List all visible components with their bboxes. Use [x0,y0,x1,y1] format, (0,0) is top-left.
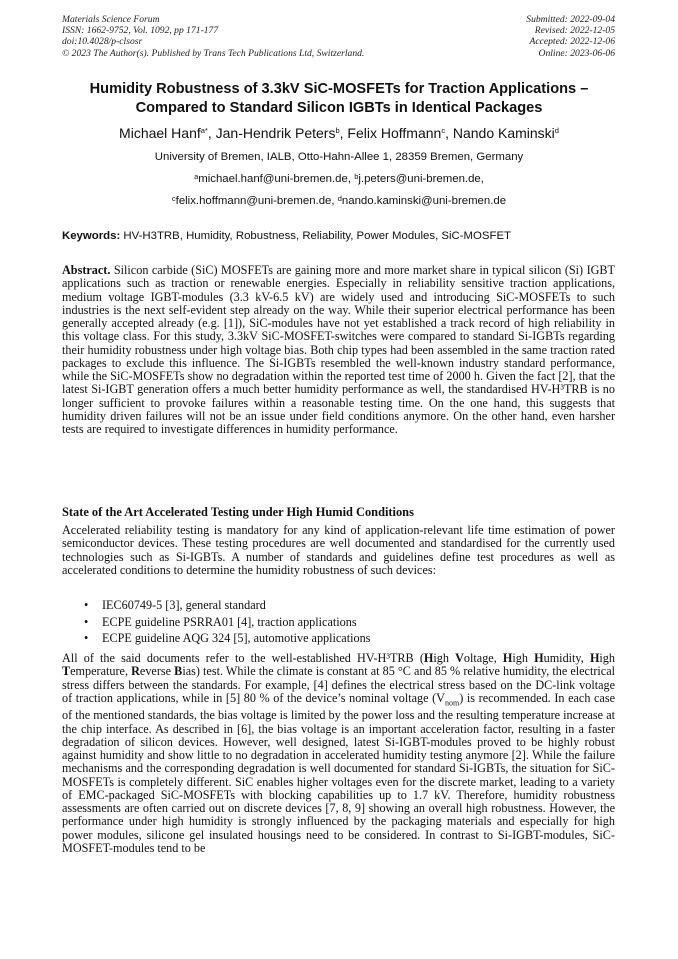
acronym-letter: H [502,651,513,665]
copyright-line: © 2023 The Author(s). Published by Trans Tech Publications Ltd, Switzerland. [62,47,365,59]
para-part-2: ) is recommended. In each case of the mentioned standards, the bias voltage is limited by the power loss and the resulting temperature increase at the chip interface. As described in [6], the bias voltage is an important acceleration factor, resulting in a faster degradation of silicon devices. However, well designed, latest Si-IGBT-modules proved to be highly robust against humidity and show little to no degradation in accelerated humidity testing anymore [2]. While the failure mechanisms and the corresponding degradation is well documented for standard Si-IGBTs, the situation for SiC-MOSFETs is completely different. SiC enables higher voltages even for the discrete market, leading to a variety of EMC-packaged SiC-MOSFETs with blocking capabilities up to 1.7 kV. Therefore, humidity robustness assessments are often carried out on discrete devices [7, 8, 9] showing an overall high robustness. However, the performance under high humidity is strongly influenced by the packaging materials and especially for high power modules, silicone gel insulated housings need to be considered. In contrast to Si-IGBT-modules, SiC-MOSFET-modules tend to be [62,690,615,855]
acronym-letter: H [589,651,600,665]
acronym-rest: umidity, [543,651,590,665]
journal-header [62,14,364,59]
bullet-icon: • [84,598,89,612]
acronym-rest: oltage, [463,651,503,665]
keywords [62,229,618,243]
list-item [82,630,370,647]
acronym-rest: ias [182,664,196,679]
issn-line: ISSN: 1662-9752, Vol. 1092, pp 171-177 [62,25,219,37]
author-name: Nando Kaminski [452,125,555,141]
email-sup: d [337,194,342,203]
abstract [62,264,615,436]
bullet-icon: • [84,614,89,629]
section-heading: State of the Art Accelerated Testing under High Humid Conditions [62,505,414,519]
subscript-nom: nom [445,698,460,708]
para-lead: All of the said documents refer to the well-established HV-H³TRB ( [62,651,424,665]
keywords-label: Keywords: [62,230,121,242]
submitted-date: Submitted: 2022-09-04 [526,14,615,25]
acronym-rest: igh [512,651,535,665]
email-line-1: $^a$michael.hanf@uni-bremen.de, $^b$j.peters@uni-bremen.de, [194,172,484,185]
author-sup: b [335,126,340,135]
email-sup: b [354,172,359,181]
body-paragraph: Accelerated reliability testing is mandatory for any kind of application-relevant life time estimation of power semiconductor devices. These testing procedures are well documented and standardised for the currently used technologies such as Si-IGBTs. A number of standards and guidelines define test procedures as well as accelerated conditions to determine the humidity robustness of such devices: [62,523,615,577]
list-item [82,597,370,614]
acronym-rest: igh [433,651,456,665]
dates-header [526,14,615,59]
list-item-text: ECPE guideline AQG 324 [5], automotive applications [102,631,371,646]
author-sup: c [441,126,446,135]
abstract-text: Silicon carbide (SiC) MOSFETs are gaining more and more market share in typical silicon (Si) IGBT applications such as traction or renewable energies. Especially in reliability sensitive traction applications, medium voltage IGBT-modules (3.3 kV-6.5 kV) are widely used and introducing SiC-MOSFETs to such industries is the next self-evident step already on the way. While their superior electrical performance has been generally accepted already (e.g. [1]), SiC-modules have not yet established a track record of high reliability in this voltage class. For this study, 3.3kV SiC-MOSFET-switches were compared to standard Si-IGBTs regarding their humidity robustness under high voltage bias. Both chip types had been assembled in the same traction rated packages to exclude this influence. The Si-IGBTs resembled the well-known industry standard performance, while the SiC-MOSFETs show no degradation within the reported test time of 2000 h. Given the fact [2], that the latest Si-IGBT generation offers a much better humidity performance as well, the standardised HV-H³TRB is no longer sufficient to provoke failures within a reasonable testing time. On the one hand, this suggests that humidity driven failures will not be an issue under field conditions anymore. On the other hand, even harsher tests are required to investigate differences in humidity performance. [62,263,616,436]
list-item-text: IEC60749-5 [3], general standard [102,598,266,612]
acronym-letter: H [423,651,434,665]
keywords-text: HV-H3TRB, Humidity, Robustness, Reliability, Power Modules, SiC-MOSFET [123,230,512,242]
email-link[interactable]: felix.hoffmann@uni-bremen.de [175,195,332,207]
journal-name: Materials Science Forum [62,14,160,25]
author-name: Michael Hanf [119,125,201,141]
acronym-letter: V [455,651,464,665]
acronym-letter: B [174,664,183,679]
doi-line[interactable]: doi:10.4028/p-clsosr [62,36,143,48]
acronym-rest: igh [599,651,615,665]
acronym-letter: T [62,664,71,679]
author-name: Felix Hoffmann [347,125,442,141]
standards-list [82,597,370,647]
acronym-letter: H [534,651,544,665]
abstract-label: Abstract. [62,263,111,277]
revised-date: Revised: 2022-12-05 [534,25,615,37]
author-sup: d [554,126,559,135]
author-sup: a* [200,126,208,135]
author-list: Michael Hanf$^{a*}$, Jan-Hendrik Peters$^b$, Felix Hoffmann$^c$, Nando Kaminski$^d$ [119,125,559,141]
list-item [82,614,370,631]
affiliation: University of Bremen, IALB, Otto-Hahn-Allee 1, 28359 Bremen, Germany [154,151,524,163]
list-item-text: ECPE guideline PSRRA01 [4], traction applications [102,614,357,629]
title-line-1: Humidity Robustness of 3.3kV SiC-MOSFETs for Traction Applications – [89,81,589,97]
title-line-2: Compared to Standard Silicon IGBTs in Identical Packages [135,100,543,116]
email-link[interactable]: nando.kaminski@uni-bremen.de [341,195,507,207]
email-link[interactable]: michael.hanf@uni-bremen.de [198,173,348,185]
bullet-icon: • [84,631,89,646]
online-date: Online: 2023-06-06 [538,47,615,59]
para-part-1: ) test. While the climate is constant at 85 °C and 85 % relative humidity, the electrical stress differs between the standards. For example, [4] defines the electrical stress based on the DC-link voltage of traction applications, while in [5] 80 % of the device’s nominal voltage (V [62,664,616,705]
acronym-letter: R [131,664,140,679]
acronym-rest: everse [139,664,175,679]
email-sup: a [194,172,199,181]
email-sup: c [171,194,176,203]
body-paragraph [62,652,615,855]
paper-title [40,80,638,118]
author-name: Jan-Hendrik Peters [215,125,336,141]
accepted-date: Accepted: 2022-12-06 [529,36,615,48]
acronym-rest: emperature, [70,664,132,679]
email-link[interactable]: j.peters@uni-bremen.de [358,173,481,185]
email-line-2: $^c$felix.hoffmann@uni-bremen.de, $^d$nando.kaminski@uni-bremen.de [171,194,507,207]
